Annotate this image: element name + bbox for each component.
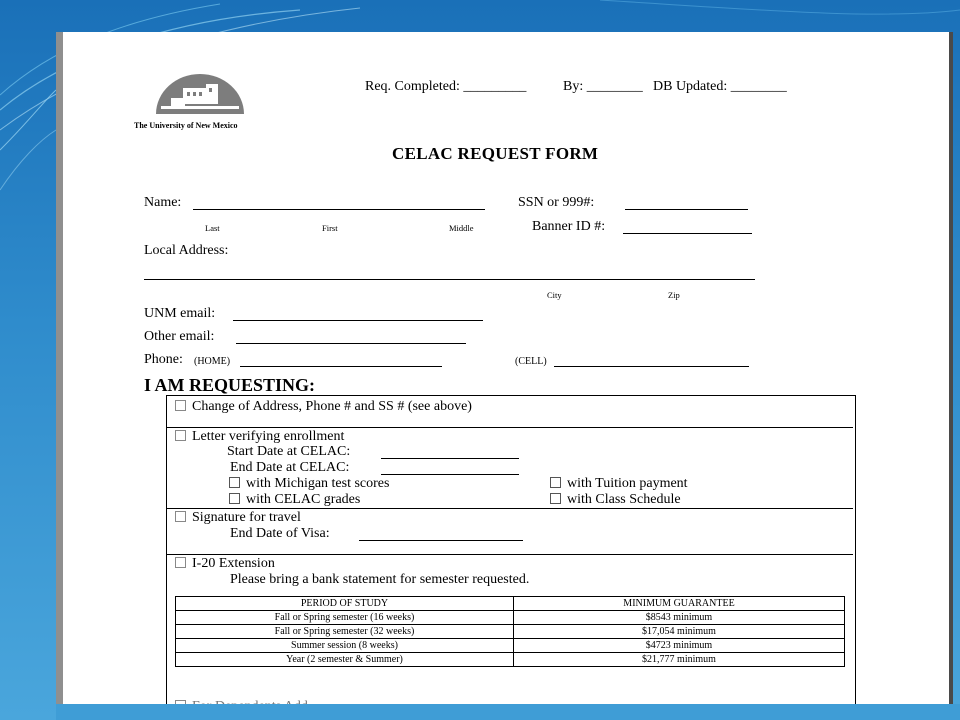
tuition-option[interactable] bbox=[550, 476, 688, 492]
i20-label: I-20 Extension bbox=[192, 556, 275, 571]
checkbox-icon[interactable] bbox=[229, 493, 240, 504]
name-field[interactable] bbox=[193, 196, 485, 210]
section-change-address bbox=[167, 396, 853, 428]
end-date-field[interactable] bbox=[381, 460, 519, 475]
header-guarantee: MINIMUM GUARANTEE bbox=[514, 597, 845, 611]
other-email-field[interactable] bbox=[236, 330, 466, 344]
first-caption: First bbox=[322, 223, 338, 233]
start-date-field[interactable] bbox=[381, 444, 519, 459]
grades-label: with CELAC grades bbox=[246, 492, 361, 507]
section-i20-extension bbox=[167, 555, 853, 695]
last-caption: Last bbox=[205, 223, 220, 233]
req-completed: Req. Completed: _________ bbox=[365, 79, 527, 94]
michigan-option[interactable] bbox=[229, 476, 389, 492]
michigan-label: with Michigan test scores bbox=[246, 476, 390, 491]
header-period: PERIOD OF STUDY bbox=[176, 597, 514, 611]
schedule-option[interactable] bbox=[550, 492, 681, 508]
unm-email-field[interactable] bbox=[233, 307, 483, 321]
form-title: CELAC REQUEST FORM bbox=[392, 144, 599, 163]
amount-cell: $17,054 minimum bbox=[514, 625, 845, 639]
banner-field[interactable] bbox=[623, 220, 752, 234]
checkbox-icon[interactable] bbox=[550, 477, 561, 488]
table-row bbox=[176, 653, 845, 667]
other-email-label: Other email: bbox=[144, 329, 215, 344]
amount-cell: $8543 minimum bbox=[514, 611, 845, 625]
home-phone-field[interactable] bbox=[240, 353, 442, 367]
change-address-option[interactable] bbox=[175, 399, 472, 415]
table-row bbox=[176, 611, 845, 625]
start-date-label: Start Date at CELAC: bbox=[227, 444, 351, 459]
by-field: By: ________ bbox=[563, 79, 643, 94]
cell-label: (CELL) bbox=[515, 356, 547, 367]
middle-caption: Middle bbox=[449, 223, 474, 233]
table-header-row bbox=[176, 597, 845, 611]
db-updated: DB Updated: ________ bbox=[653, 79, 787, 94]
period-cell: Fall or Spring semester (16 weeks) bbox=[176, 611, 514, 625]
amount-cell: $21,777 minimum bbox=[514, 653, 845, 667]
bank-note: Please bring a bank statement for semester requested. bbox=[230, 572, 530, 587]
checkbox-icon[interactable] bbox=[175, 511, 186, 522]
signature-travel-label: Signature for travel bbox=[192, 510, 301, 525]
local-address-field[interactable] bbox=[144, 266, 755, 280]
end-visa-label: End Date of Visa: bbox=[230, 526, 330, 541]
period-cell: Summer session (8 weeks) bbox=[176, 639, 514, 653]
end-date-label: End Date at CELAC: bbox=[230, 460, 350, 475]
local-address-label: Local Address: bbox=[144, 243, 229, 258]
table-row bbox=[176, 639, 845, 653]
checkbox-icon[interactable] bbox=[175, 430, 186, 441]
ssn-label: SSN or 999#: bbox=[518, 195, 595, 210]
request-options-box bbox=[166, 395, 856, 717]
checkbox-icon[interactable] bbox=[550, 493, 561, 504]
banner-label: Banner ID #: bbox=[532, 219, 606, 234]
period-cell: Year (2 semester & Summer) bbox=[176, 653, 514, 667]
requesting-heading: I AM REQUESTING: bbox=[144, 375, 316, 395]
letter-enrollment-label: Letter verifying enrollment bbox=[192, 429, 345, 444]
ssn-field[interactable] bbox=[625, 196, 748, 210]
signature-travel-option[interactable] bbox=[175, 510, 301, 526]
name-label: Name: bbox=[144, 195, 182, 210]
zip-caption: Zip bbox=[668, 290, 680, 300]
change-address-label: Change of Address, Phone # and SS # (see above) bbox=[192, 399, 472, 414]
tuition-label: with Tuition payment bbox=[567, 476, 688, 491]
schedule-label: with Class Schedule bbox=[567, 492, 681, 507]
unm-email-label: UNM email: bbox=[144, 306, 216, 321]
city-caption: City bbox=[547, 290, 562, 300]
section-letter-enrollment bbox=[167, 428, 853, 509]
phone-label: Phone: bbox=[144, 352, 183, 367]
i20-option[interactable] bbox=[175, 556, 275, 572]
bottom-bar bbox=[56, 704, 960, 720]
table-row bbox=[176, 625, 845, 639]
checkbox-icon[interactable] bbox=[229, 477, 240, 488]
amount-cell: $4723 minimum bbox=[514, 639, 845, 653]
document-viewer bbox=[56, 32, 953, 704]
university-logo bbox=[151, 72, 246, 117]
end-visa-field[interactable] bbox=[359, 526, 523, 541]
letter-enrollment-option[interactable] bbox=[175, 429, 344, 445]
checkbox-icon[interactable] bbox=[175, 400, 186, 411]
cell-phone-field[interactable] bbox=[554, 353, 749, 367]
grades-option[interactable] bbox=[229, 492, 360, 508]
checkbox-icon[interactable] bbox=[175, 557, 186, 568]
form-page bbox=[63, 32, 953, 704]
logo-caption: The University of New Mexico bbox=[134, 121, 238, 130]
period-cell: Fall or Spring semester (32 weeks) bbox=[176, 625, 514, 639]
guarantee-table bbox=[175, 596, 845, 667]
home-label: (HOME) bbox=[194, 356, 231, 367]
section-signature-travel bbox=[167, 509, 853, 555]
